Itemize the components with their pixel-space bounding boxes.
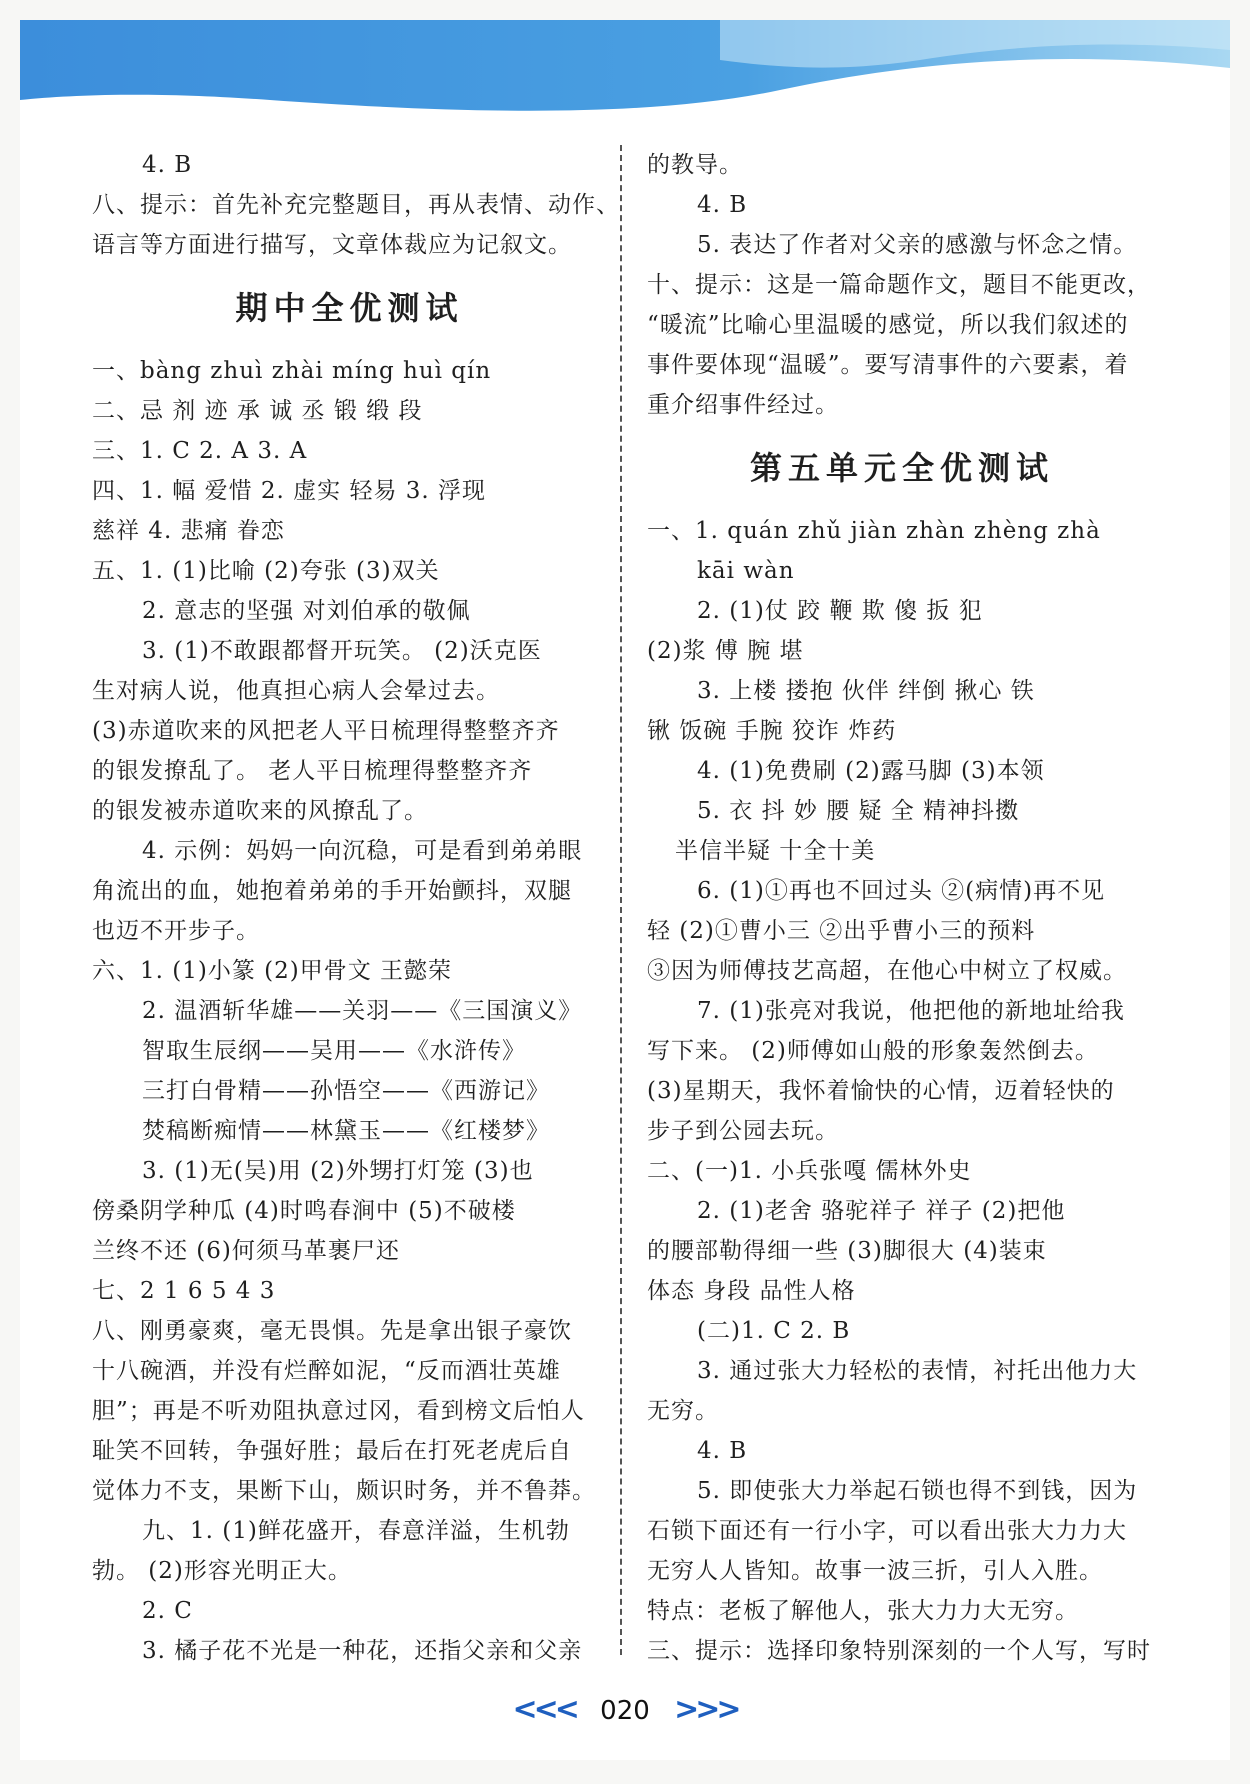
- text-line: 3. 通过张大力轻松的表情，衬托出他力大: [697, 1358, 1138, 1384]
- text-line: 2. 温酒斩华雄——关羽——《三国演义》: [142, 998, 583, 1024]
- text-line: 的腰部勒得细一些 (3)脚很大 (4)装束: [647, 1238, 1047, 1264]
- text-line: 无穷。: [647, 1398, 719, 1424]
- text-line: 4. 示例：妈妈一向沉稳，可是看到弟弟眼: [142, 838, 583, 864]
- text-line: 3. 橘子花不光是一种花，还指父亲和父亲: [142, 1638, 583, 1664]
- text-line: 的银发撩乱了。 老人平日梳理得整整齐齐: [92, 758, 533, 784]
- left-column: [92, 145, 620, 1671]
- text-line: “暖流”比喻心里温暖的感觉，所以我们叙述的: [647, 312, 1129, 338]
- text-line: (3)赤道吹来的风把老人平日梳理得整整齐齐: [92, 718, 560, 744]
- text-line: 四、1. 幅 爱惜 2. 虚实 轻易 3. 浮现: [92, 478, 487, 504]
- text-line: 4. (1)免费刷 (2)露马脚 (3)本领: [697, 758, 1045, 784]
- text-line: 六、1. (1)小篆 (2)甲骨文 王懿荣: [92, 958, 453, 984]
- text-line: 二、忌 剂 迹 承 诚 丞 锻 缎 段: [92, 398, 423, 424]
- text-line: 耻笑不回转，争强好胜；最后在打死老虎后自: [92, 1438, 572, 1464]
- section-heading: 第五单元全优测试: [749, 449, 1054, 487]
- text-line: 半信半疑 十全十美: [675, 838, 876, 864]
- text-line: 轻 (2)①曹小三 ②出乎曹小三的预料: [647, 918, 1036, 944]
- text-line: 重介绍事件经过。: [647, 392, 839, 418]
- text-line: (2)浆 傅 腕 堪: [647, 638, 804, 664]
- text-line: 智取生辰纲——吴用——《水浒传》: [142, 1038, 526, 1064]
- text-line: 2. 意志的坚强 对刘伯承的敬佩: [142, 598, 471, 624]
- text-line: 7. (1)张亮对我说，他把他的新地址给我: [697, 998, 1125, 1024]
- text-line: 语言等方面进行描写，文章体裁应为记叙文。: [92, 232, 572, 258]
- text-line: 三、提示：选择印象特别深刻的一个人写，写时: [647, 1638, 1151, 1664]
- text-line: 九、1. (1)鲜花盛开，春意洋溢，生机勃: [142, 1518, 570, 1544]
- text-line: 3. 上楼 搂抱 伙伴 绊倒 揪心 铁: [697, 678, 1035, 704]
- text-line: 三打白骨精——孙悟空——《西游记》: [142, 1078, 550, 1104]
- text-line: 十、提示：这是一篇命题作文，题目不能更改，: [647, 272, 1151, 298]
- text-line: 胆”；再是不听劝阻执意过冈，看到榜文后怕人: [92, 1398, 585, 1424]
- text-line: 3. (1)无(吴)用 (2)外甥打灯笼 (3)也: [142, 1158, 534, 1184]
- header-banner: [20, 20, 1230, 120]
- text-line: 5. 即使张大力举起石锁也得不到钱，因为: [697, 1478, 1138, 1504]
- text-line: 勃。 (2)形容光明正大。: [92, 1558, 352, 1584]
- text-line: 5. 表达了作者对父亲的感激与怀念之情。: [697, 232, 1138, 258]
- text-line: 6. (1)①再也不回过头 ②(病情)再不见: [697, 878, 1106, 904]
- text-line: 4. B: [697, 192, 748, 218]
- text-line: 事件要体现“温暖”。要写清事件的六要素，着: [647, 352, 1129, 378]
- left-arrows-icon: <<<: [512, 1692, 576, 1727]
- text-line: 石锁下面还有一行小字，可以看出张大力力大: [647, 1518, 1127, 1544]
- text-line: 角流出的血，她抱着弟弟的手开始颤抖，双腿: [92, 878, 572, 904]
- text-line: 4. B: [142, 152, 193, 178]
- text-line: 生对病人说，他真担心病人会晕过去。: [92, 678, 500, 704]
- text-line: 2. (1)老舍 骆驼祥子 祥子 (2)把他: [697, 1198, 1066, 1224]
- text-line: 的教导。: [647, 152, 743, 178]
- text-line: (二)1. C 2. B: [697, 1318, 851, 1344]
- text-line: (3)星期天，我怀着愉快的心情，迈着轻快的: [647, 1078, 1115, 1104]
- text-line: 一、bàng zhuì zhài míng huì qín: [92, 358, 492, 384]
- right-arrows-icon: >>>: [674, 1692, 738, 1727]
- text-line: 焚稿断痴情——林黛玉——《红楼梦》: [142, 1118, 550, 1144]
- text-line: 五、1. (1)比喻 (2)夸张 (3)双关: [92, 558, 440, 584]
- text-line: 写下来。 (2)师傅如山般的形象轰然倒去。: [647, 1038, 1099, 1064]
- text-line: kāi wàn: [697, 558, 795, 584]
- text-line: 的银发被赤道吹来的风撩乱了。: [92, 798, 428, 824]
- text-line: 步子到公园去玩。: [647, 1118, 839, 1144]
- text-line: 八、刚勇豪爽，毫无畏惧。先是拿出银子豪饮: [92, 1318, 572, 1344]
- text-line: 3. (1)不敢跟都督开玩笑。 (2)沃克医: [142, 638, 542, 664]
- text-line: 傍桑阴学种瓜 (4)时鸣春涧中 (5)不破楼: [92, 1198, 516, 1224]
- text-line: 十八碗酒，并没有烂醉如泥，“反而酒壮英雄: [92, 1358, 561, 1384]
- right-column: [647, 145, 1157, 1671]
- text-line: 慈祥 4. 悲痛 眷恋: [92, 518, 285, 544]
- text-line: 2. (1)仗 跤 鞭 欺 傻 扳 犯: [697, 598, 983, 624]
- text-line: 也迈不开步子。: [92, 918, 260, 944]
- text-line: 4. B: [697, 1438, 748, 1464]
- text-line: 三、1. C 2. A 3. A: [92, 438, 308, 464]
- text-line: 体态 身段 品性人格: [647, 1278, 856, 1304]
- page-number: 020: [600, 1696, 650, 1726]
- page-footer: [0, 1690, 1250, 1730]
- text-line: 一、1. quán zhǔ jiàn zhàn zhèng zhà: [647, 518, 1101, 544]
- text-line: 特点：老板了解他人，张大力力大无穷。: [647, 1598, 1079, 1624]
- column-divider: [620, 145, 622, 1655]
- text-line: 八、提示：首先补充完整题目，再从表情、动作、: [92, 192, 620, 218]
- section-heading: 期中全优测试: [235, 289, 464, 327]
- text-line: 兰终不还 (6)何须马革裹尸还: [92, 1238, 400, 1264]
- text-line: 七、2 1 6 5 4 3: [92, 1278, 276, 1304]
- text-line: ③因为师傅技艺高超，在他心中树立了权威。: [647, 958, 1127, 984]
- text-line: 2. C: [142, 1598, 193, 1624]
- text-line: 二、(一)1. 小兵张嘎 儒林外史: [647, 1158, 972, 1184]
- text-line: 无穷人人皆知。故事一波三折，引人入胜。: [647, 1558, 1103, 1584]
- text-line: 5. 衣 抖 妙 腰 疑 全 精神抖擞: [697, 798, 1020, 824]
- text-line: 锹 饭碗 手腕 狡诈 炸药: [647, 718, 897, 744]
- text-line: 觉体力不支，果断下山，颇识时务，并不鲁莽。: [92, 1478, 596, 1504]
